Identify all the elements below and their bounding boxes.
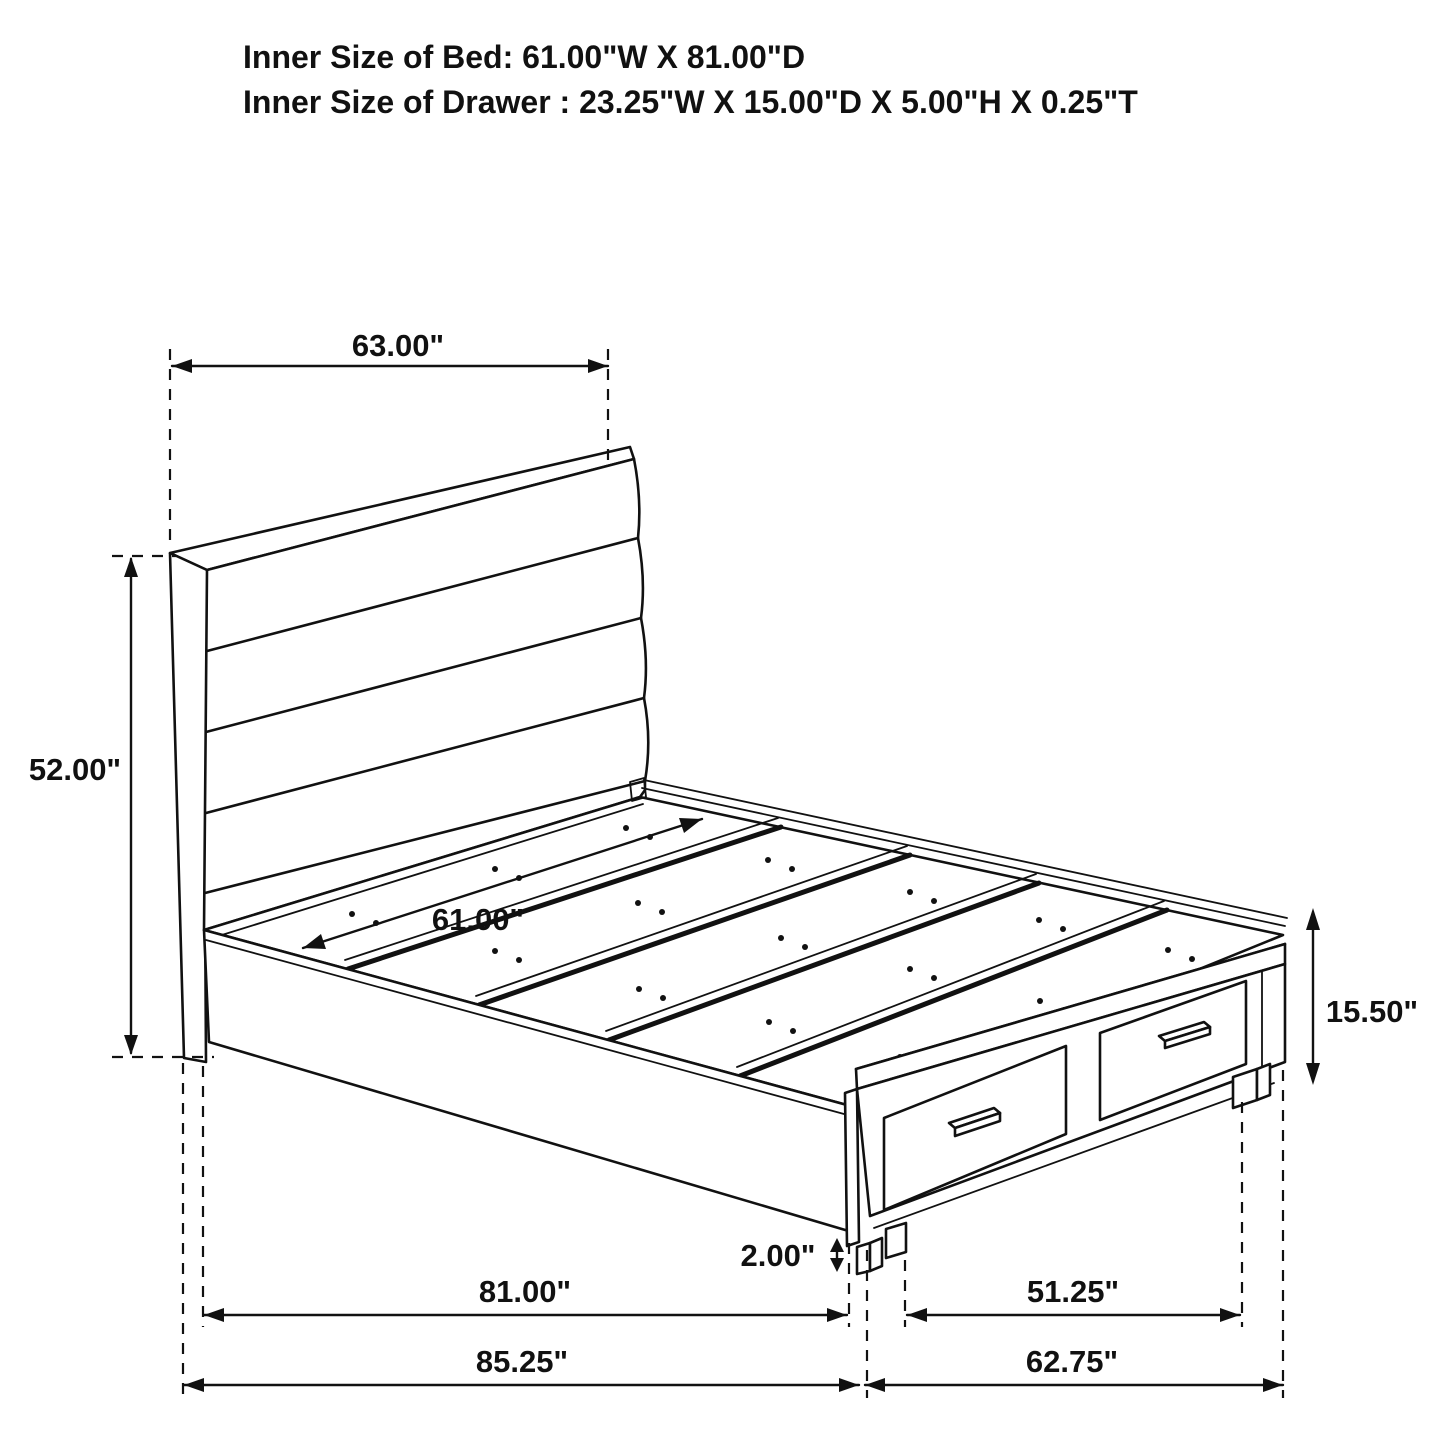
dimension-leg-height [740, 1238, 844, 1273]
arrowhead-right-icon [1220, 1308, 1240, 1322]
arrowhead-up-icon [1306, 908, 1320, 930]
overall-length-label: 85.25" [475, 1344, 569, 1379]
inner-length-label: 81.00" [478, 1274, 572, 1309]
footboard-height-label: 15.50" [1325, 994, 1419, 1029]
arrowhead-down-icon [830, 1258, 844, 1272]
arrowhead-down-icon [1306, 1063, 1320, 1085]
arrowhead-right-icon [827, 1308, 847, 1322]
inner-width-label: 61.00" [431, 902, 525, 937]
dimension-footboard-height [1306, 908, 1418, 1085]
headboard-height-label: 52.00" [28, 752, 122, 787]
arrowhead-left-icon [184, 1378, 204, 1392]
inner-bed-size-text: Inner Size of Bed: 61.00"W X 81.00"D [243, 39, 806, 75]
arrowhead-left-icon [907, 1308, 927, 1322]
arrowhead-left-icon [204, 1308, 224, 1322]
inner-drawer-size-text: Inner Size of Drawer : 23.25"W X 15.00"D X 5.00"H X 0.25"T [243, 84, 1138, 120]
arrowhead-left-icon [172, 359, 192, 373]
leg-height-label: 2.00" [740, 1238, 816, 1273]
drawer-section-label: 51.25" [1026, 1274, 1120, 1309]
dimension-drawer-section [907, 1274, 1240, 1322]
arrowhead-down-icon [124, 1035, 138, 1055]
leg-front-right [1233, 1069, 1257, 1108]
title-block [243, 39, 1138, 120]
arrowhead-right-icon [1263, 1378, 1283, 1392]
dimension-overall-length [184, 1344, 859, 1392]
footboard-width-label: 62.75" [1025, 1344, 1119, 1379]
arrowhead-up-icon [124, 557, 138, 577]
arrowhead-up-icon [830, 1238, 844, 1252]
headboard-width-label: 63.00" [351, 328, 445, 363]
arrowhead-right-icon [839, 1378, 859, 1392]
leg-back-left [886, 1223, 906, 1258]
arrowhead-right-icon [588, 359, 608, 373]
dimension-footboard-width [865, 1344, 1283, 1392]
footboard-left-cap [845, 1089, 859, 1246]
dimension-inner-length [204, 1274, 847, 1322]
